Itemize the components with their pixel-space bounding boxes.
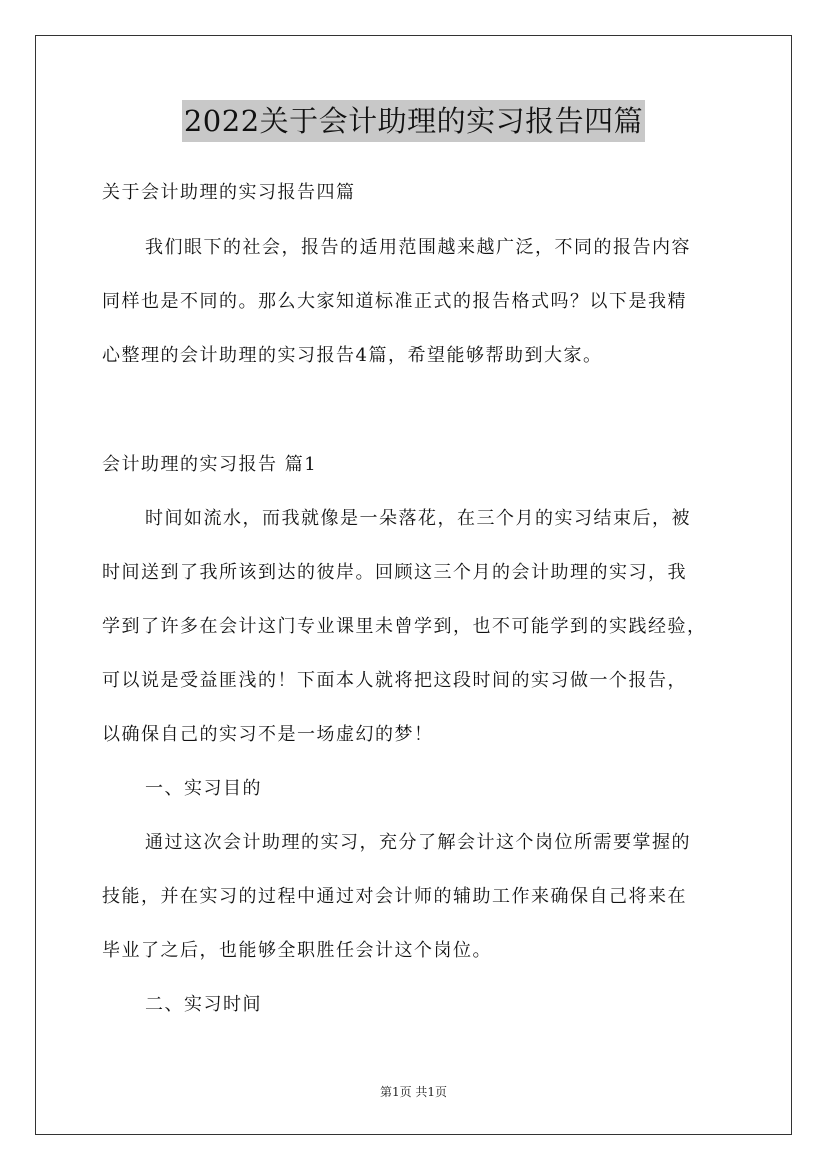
intro-line: 我们眼下的社会，报告的适用范围越来越广泛，不同的报告内容 — [145, 237, 691, 258]
paragraph-line: 毕业了之后，也能够全职胜任会计这个岗位。 — [102, 940, 492, 961]
paragraph-line: 时间送到了我所该到达的彼岸。回顾这三个月的会计助理的实习，我 — [102, 562, 687, 583]
intro-line: 心整理的会计助理的实习报告4篇，希望能够帮助到大家。 — [102, 345, 603, 366]
paragraph-line: 技能，并在实习的过程中通过对会计师的辅助工作来确保自己将来在 — [102, 886, 687, 907]
document-subtitle: 关于会计助理的实习报告四篇 — [102, 182, 356, 203]
paragraph-line: 可以说是受益匪浅的！下面本人就将把这段时间的实习做一个报告， — [102, 670, 687, 691]
page-footer: 第1页 共1页 — [379, 1085, 448, 1099]
intro-line: 同样也是不同的。那么大家知道标准正式的报告格式吗？以下是我精 — [102, 291, 687, 312]
paragraph-line: 通过这次会计助理的实习，充分了解会计这个岗位所需要掌握的 — [145, 832, 691, 853]
section-heading: 会计助理的实习报告 篇1 — [102, 454, 318, 475]
heading-goal: 一、实习目的 — [145, 778, 262, 799]
paragraph-line: 时间如流水，而我就像是一朵落花，在三个月的实习结束后，被 — [145, 508, 691, 529]
heading-time: 二、实习时间 — [145, 994, 262, 1015]
paragraph-line: 以确保自己的实习不是一场虚幻的梦！ — [102, 724, 434, 745]
paragraph-line: 学到了许多在会计这门专业课里未曾学到，也不可能学到的实践经验， — [102, 616, 707, 637]
document-title: 2022关于会计助理的实习报告四篇 — [182, 100, 645, 142]
title-container — [0, 100, 827, 142]
